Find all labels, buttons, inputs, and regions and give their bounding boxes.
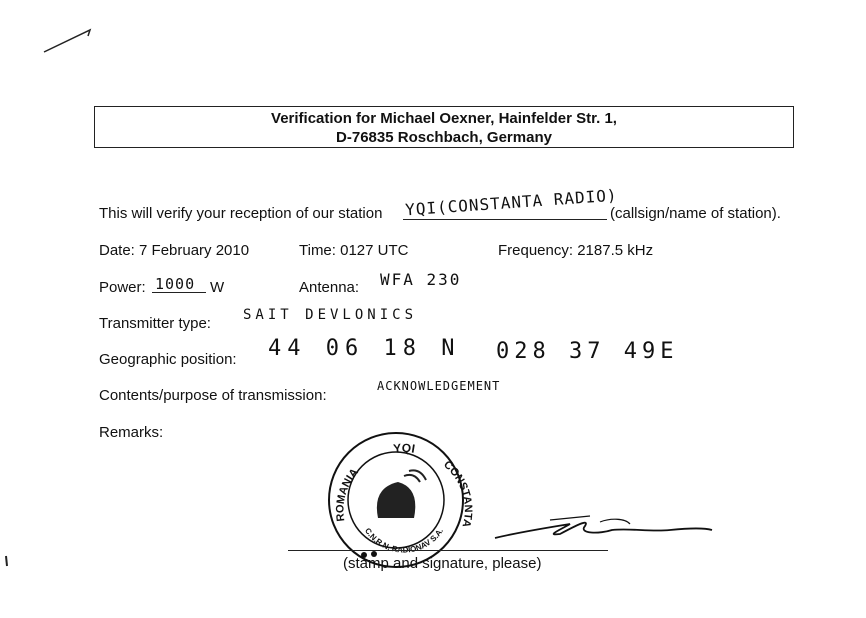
position-lon: 028 37 49E (496, 339, 679, 364)
signature-caption: (stamp and signature, please) (343, 555, 542, 572)
stamp-right-text: CONSTANTA (441, 458, 474, 529)
station-suffix: (callsign/name of station). (610, 205, 781, 222)
antenna-label: Antenna: (299, 279, 360, 296)
signature-line (288, 550, 608, 551)
stamp-top-text: YQI (392, 440, 416, 456)
power-unit: W (210, 279, 225, 296)
station-prefix: This will verify your reception of our station (99, 205, 383, 222)
header-line-2: D-76835 Roschbach, Germany (336, 129, 552, 146)
header-line-1: Verification for Michael Oexner, Hainfelder Str. 1, (271, 110, 617, 127)
remarks-label: Remarks: (99, 424, 164, 441)
date-text: Date: 7 February 2010 (99, 242, 250, 259)
transmitter-label: Transmitter type: (99, 315, 211, 332)
transmitter-value: SAIT DEVLONICS (243, 307, 418, 323)
time-text: Time: 0127 UTC (299, 242, 409, 259)
contents-label: Contents/purpose of transmission: (99, 387, 327, 404)
contents-value: ACKNOWLEDGEMENT (377, 379, 501, 393)
station-value: YQI(CONSTANTA RADIO) (404, 185, 619, 220)
position-label: Geographic position: (99, 351, 237, 368)
position-lat: 44 06 18 N (268, 336, 461, 361)
stamp-left-text: ROMANIA (334, 466, 361, 523)
power-label: Power: (99, 279, 146, 296)
power-value: 1000 (155, 275, 196, 293)
frequency-text: Frequency: 2187.5 kHz (498, 242, 654, 259)
antenna-value: WFA 230 (380, 270, 462, 289)
stamp-bottom-text: C.N.R.N. RADIONAV S.A. (362, 526, 446, 555)
